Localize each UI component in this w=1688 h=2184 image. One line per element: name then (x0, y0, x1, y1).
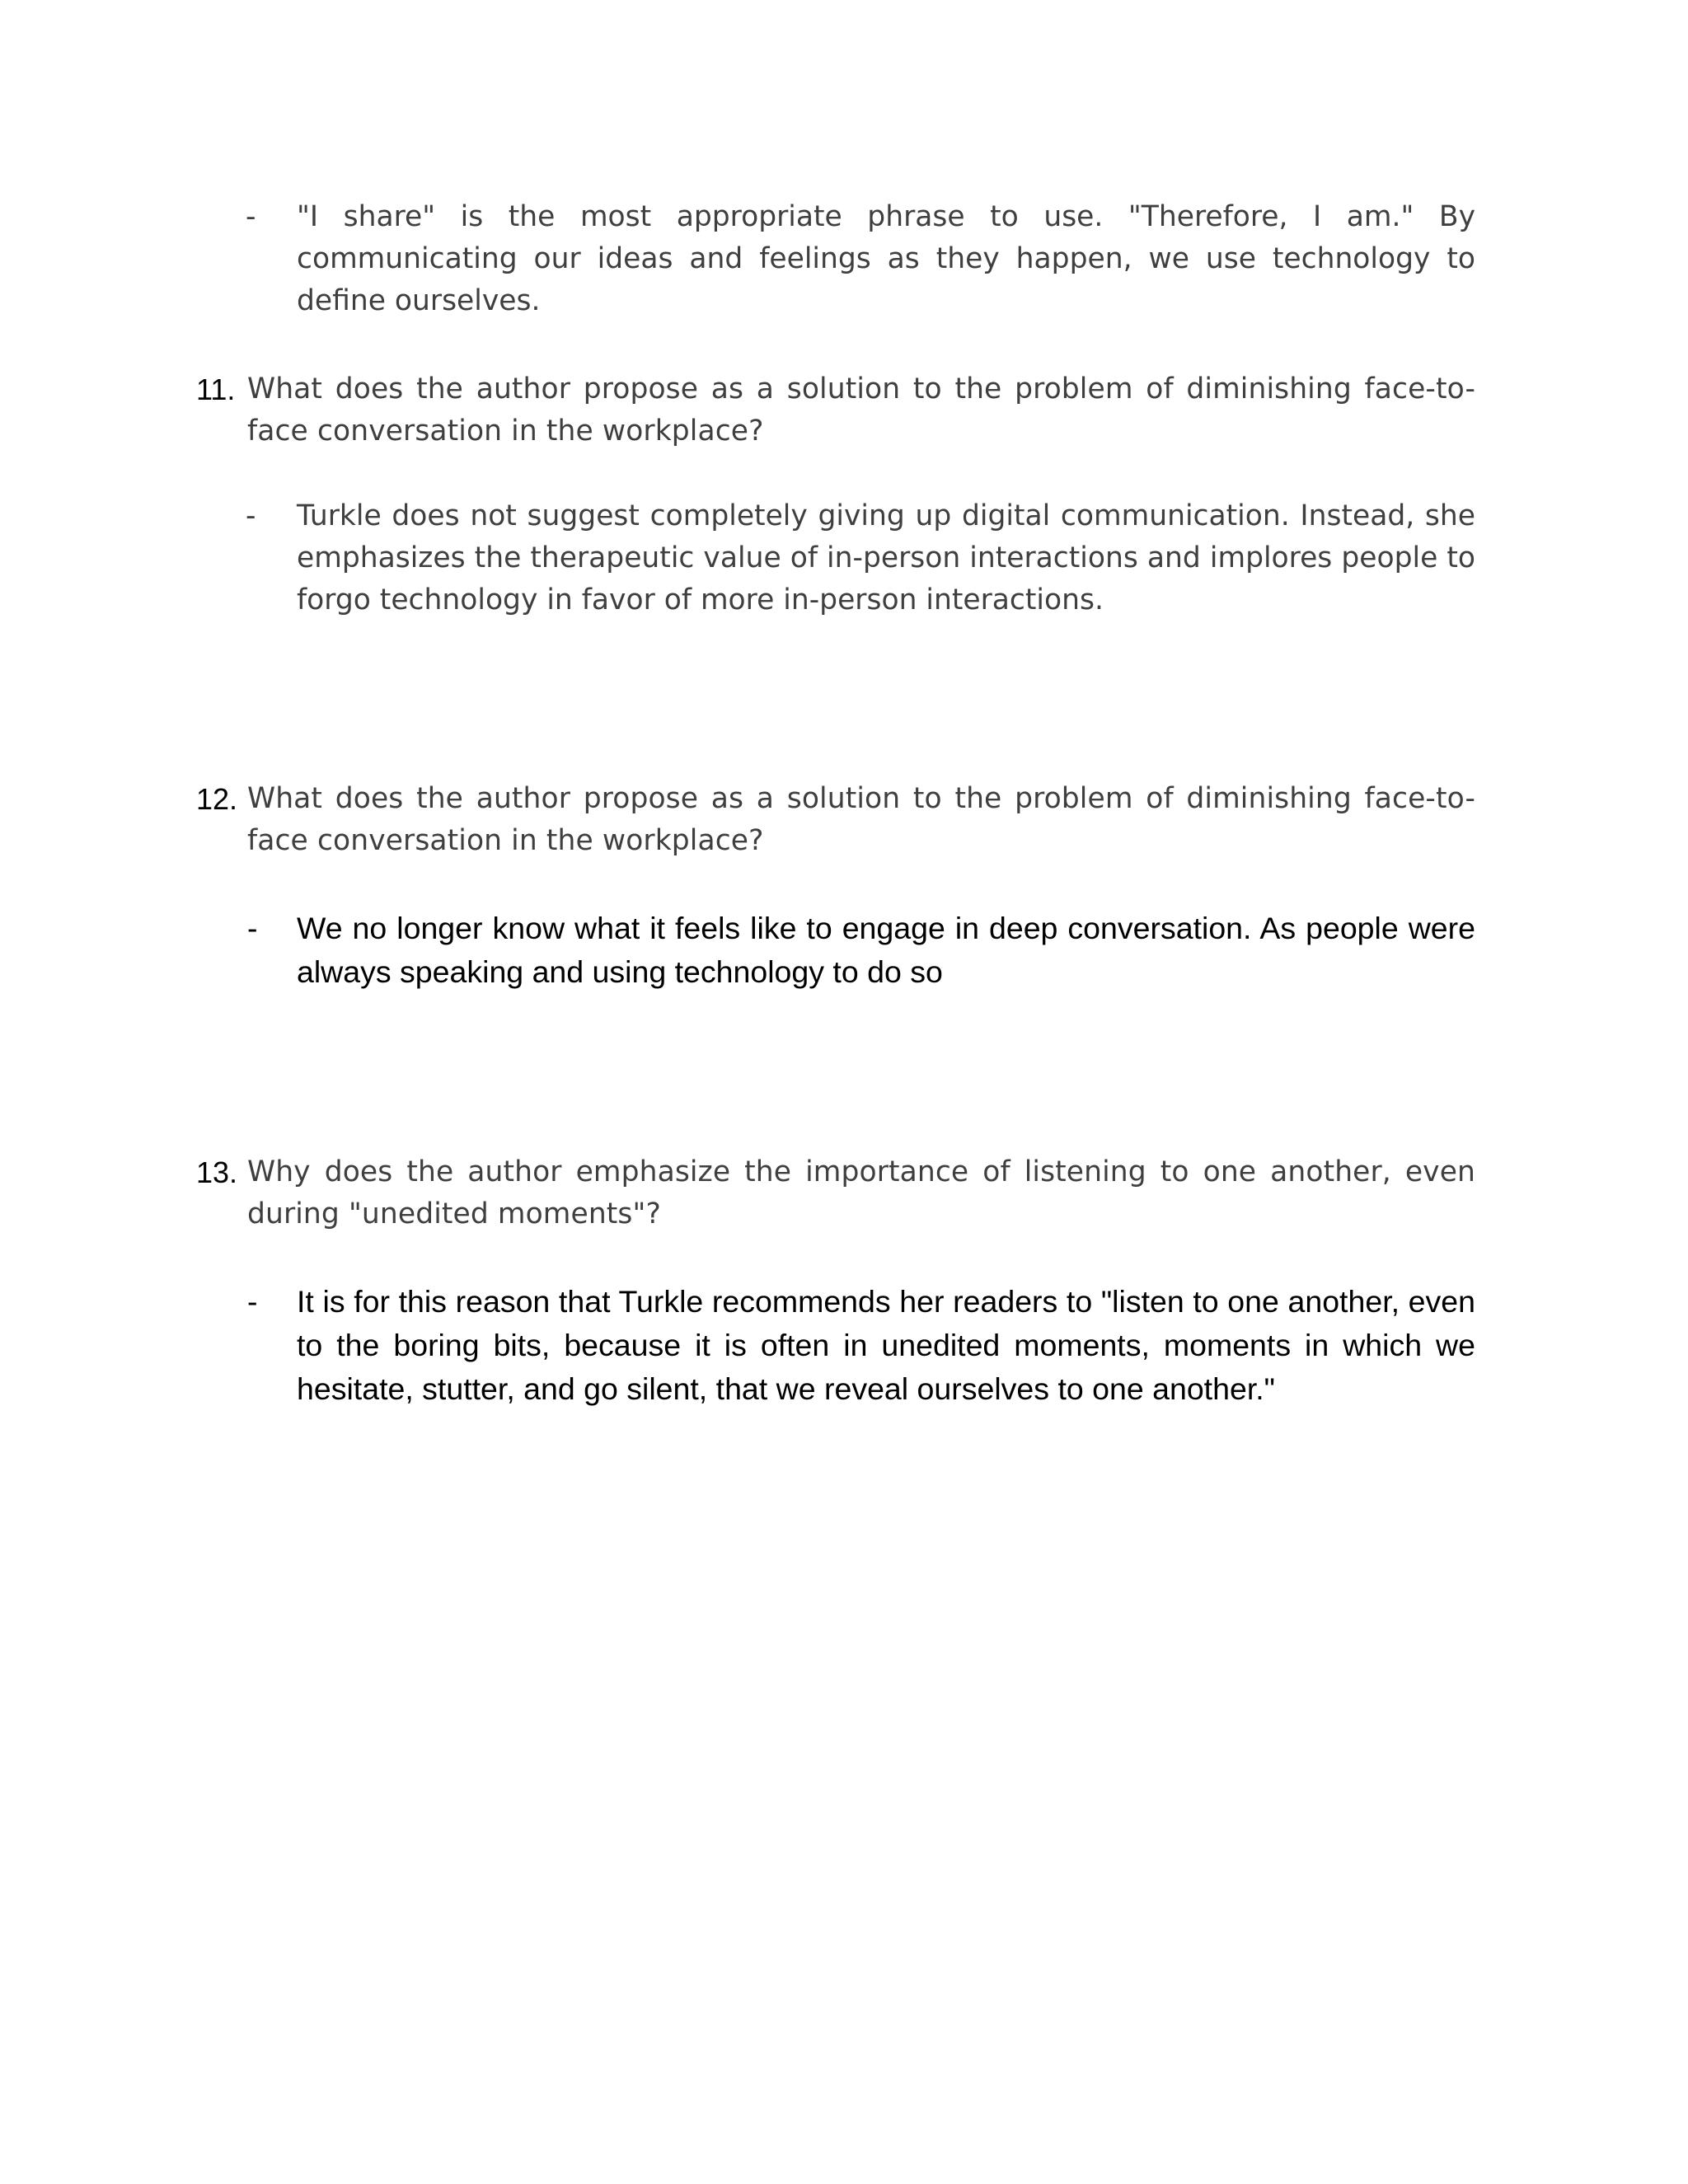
question-12-text: What does the author propose as a solution to the problem of diminishing face-to-face conversation in the workplace? (247, 782, 1475, 857)
answer-12-dash: - (247, 911, 258, 945)
answer-12-text: We no longer know what it feels like to engage in deep conversation. As people were always speaking and using technology to do so (297, 911, 1475, 989)
question-11-text: What does the author propose as a solution to the problem of diminishing face-to-face conversation in the workplace? (247, 373, 1475, 448)
answer-10-text: "I share" is the most appropriate phrase to use. "Therefore, I am." By communicating our ideas and feelings as they happen, we use technology to define ourselves. (297, 200, 1475, 317)
question-13-text: Why does the author emphasize the importance of listening to one another, even during "unedited moments"? (247, 1155, 1475, 1230)
answer-13-dash: - (247, 1284, 258, 1319)
answer-13-text: It is for this reason that Turkle recommends her readers to "listen to one another, even to the boring bits, because it is often in unedited moments, moments in which we hesitate, stutter, and go silent, that we reveal ourselves to one another." (297, 1284, 1475, 1406)
answer-11-text: Turkle does not suggest completely giving up digital communication. Instead, she emphasizes the therapeutic value of in-person interactions and implores people to forgo technology in favor of more in-person interactions. (297, 499, 1475, 616)
answer-11-dash: - (246, 499, 256, 532)
question-11-number: 11. (196, 373, 236, 406)
question-12-number: 12. (196, 782, 238, 816)
answer-10-dash: - (246, 200, 256, 233)
question-13-number: 13. (196, 1155, 238, 1189)
